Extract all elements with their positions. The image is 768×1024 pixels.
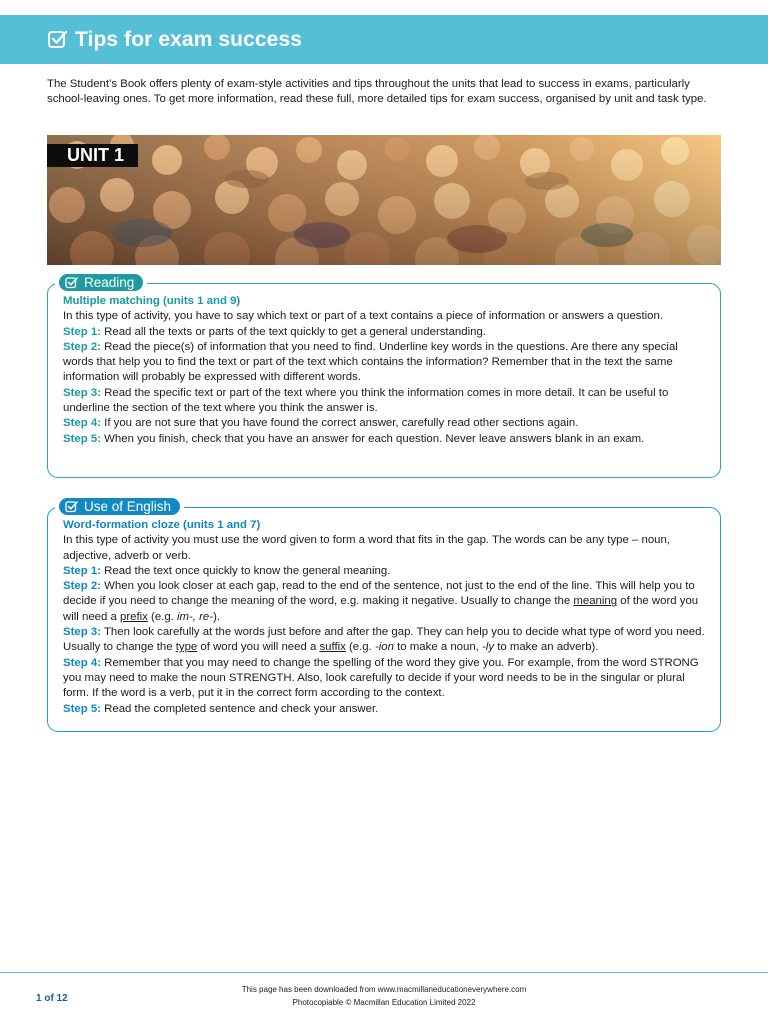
use-of-english-tips-box — [47, 499, 721, 732]
step-text: When you finish, check that you have an answer for each question. Never leave answers blank in an exam. — [100, 432, 645, 445]
use-of-english-heading: Word-formation cloze (units 1 and 7) — [63, 519, 261, 531]
step-label: Step 1: — [63, 564, 101, 577]
step-text: Read the specific text or part of the text where you think the information comes in more detail. It can be useful to underline the section of the text where you think the answer is. — [63, 386, 669, 415]
italic-example: im-, re- — [176, 610, 214, 623]
reading-heading: Multiple matching (units 1 and 9) — [63, 295, 241, 307]
english-step-4 — [63, 656, 708, 702]
step-label: Step 4: — [63, 656, 101, 669]
step-text: Then look carefully at the words just before and after the gap. They can help you to decide what type of word you need. Usually to change the — [63, 626, 705, 654]
italic-example: -ion — [374, 641, 394, 654]
underlined-word: suffix — [319, 641, 346, 654]
reading-tab-label: Reading — [84, 275, 135, 290]
use-of-english-intro: In this type of activity you must use the word given to form a word that fits in the gap. The words can be any type – noun, adjective, adverb or verb. — [63, 534, 670, 562]
english-step-3 — [63, 625, 708, 656]
use-of-english-tab-label: Use of English — [84, 499, 172, 514]
footer-download-note: This page has been downloaded from www.macmillaneducationeverywhere.com — [241, 985, 527, 994]
reading-intro: In this type of activity, you have to say which text or part of a text contains a piece of information or answers a question. — [63, 310, 664, 323]
reading-content — [63, 294, 708, 447]
step-label: Step 3: — [63, 386, 101, 399]
step-label: Step 1: — [63, 325, 101, 338]
step-text: When you look closer at each gap, read to the end of the sentence, not just to the end of the line. This will help you to decide if you need to change the meaning of the word, e.g. making it negative. Usually to change the — [63, 580, 695, 608]
footer-copyright: Photocopiable © Macmillan Education Limited 2022 — [292, 998, 476, 1007]
step-text: If you are not sure that you have found the correct answer, carefully read other sections again. — [100, 417, 579, 430]
step-label: Step 2: — [63, 580, 101, 593]
step-label: Step 3: — [63, 626, 101, 639]
checkbox-icon — [47, 29, 68, 50]
step-text: of word you will need a — [197, 641, 320, 654]
intro-paragraph: The Student’s Book offers plenty of exam-style activities and tips throughout the units that lead to success in exams, particularly school-leaving ones. To get more information, read these full, more detailed tips for exam success, organised by unit and task type. — [47, 78, 707, 105]
reading-step-4 — [63, 416, 708, 431]
step-label: Step 5: — [63, 702, 101, 715]
step-label: Step 5: — [63, 432, 101, 445]
footer-credits — [0, 983, 768, 1009]
english-step-2 — [63, 579, 708, 625]
use-of-english-tab — [59, 498, 180, 515]
step-text: (e.g. — [147, 610, 177, 623]
step-text: to make a noun, — [393, 641, 482, 654]
step-label: Step 2: — [63, 340, 101, 353]
reading-step-5 — [63, 432, 708, 447]
header-band — [0, 15, 768, 64]
page-title: Tips for exam success — [75, 27, 302, 51]
use-of-english-content — [63, 518, 708, 717]
underlined-word: prefix — [120, 610, 148, 623]
underlined-word: type — [175, 641, 198, 654]
step-text: Read the completed sentence and check your answer. — [100, 702, 379, 715]
reading-tips-box — [47, 275, 721, 478]
step-text: ). — [213, 610, 221, 623]
step-text: Read the text once quickly to know the general meaning. — [100, 564, 391, 577]
reading-step-1 — [63, 325, 708, 340]
step-text: Read all the texts or parts of the text quickly to get a general understanding. — [100, 325, 486, 338]
step-label: Step 4: — [63, 417, 101, 430]
english-step-1 — [63, 564, 708, 579]
unit-banner-image — [47, 135, 721, 265]
step-text: Read the piece(s) of information that you need to find. Underline key words in the questions. Are there any special words that help you to find the text or part of the text which contains the information? Remember that in the text the same information will probably be expressed with different words. — [63, 340, 678, 384]
step-text: to make an adverb). — [494, 641, 599, 654]
page-number: 1 of 12 — [36, 993, 68, 1004]
checkbox-icon — [65, 500, 78, 513]
reading-step-2 — [63, 340, 708, 386]
checkbox-icon — [65, 276, 78, 289]
english-step-5 — [63, 702, 708, 717]
reading-step-3 — [63, 386, 708, 417]
italic-example: -ly — [482, 641, 495, 654]
underlined-word: meaning — [573, 595, 618, 608]
reading-tab — [59, 274, 143, 291]
crowd-photo — [47, 135, 721, 265]
step-text: Remember that you may need to change the spelling of the word they give you. For example, from the word STRONG you may need to make the noun STRENGTH. Also, look carefully to decide if your word needs to be in the singular or plural form. If the word is a verb, put it in the correct form according to the context. — [63, 656, 699, 700]
step-text: (e.g. — [345, 641, 375, 654]
step-text: of the word you will need a — [63, 595, 699, 623]
unit-label: UNIT 1 — [47, 144, 138, 167]
footer-divider — [0, 972, 768, 973]
